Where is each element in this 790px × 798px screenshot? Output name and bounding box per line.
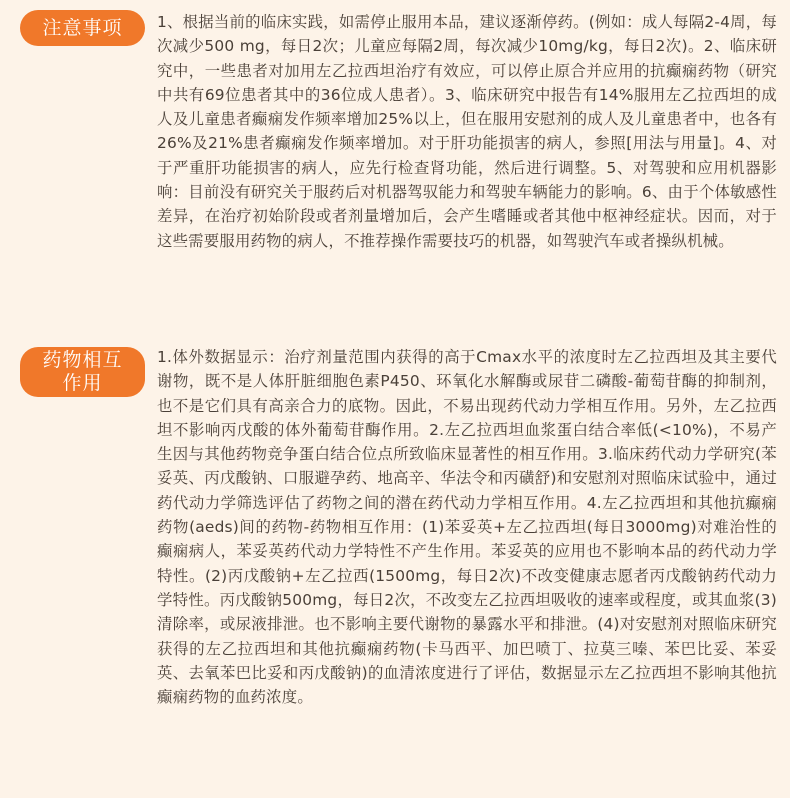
interactions-title-line2: 作用 bbox=[62, 372, 103, 394]
interactions-title-line1: 药物相互 bbox=[42, 349, 123, 371]
precautions-title: 注意事项 bbox=[42, 17, 123, 39]
interactions-tag bbox=[20, 347, 145, 397]
precautions-tag bbox=[20, 10, 145, 46]
precautions-text: 1、根据当前的临床实践，如需停止服用本品，建议逐渐停药。(例如：成人每隔2-4周，每次减少500 mg，每日2次；儿童应每隔2周，每次减少10mg/kg，每日2次)。2、临床研究中，一些患者对加用左乙拉西坦治疗有效应，可以停止原合并应用的抗癫痫药物（研究中共有69位患者其中的36位成人患者）。3、临床研究中报告有14%服用左乙拉西坦的成人及儿童患者癫痫发作频率增加25%以上，但在服用安慰剂的成人及儿童患者中，也各有26%及21%患者癫痫发作频率增加。对于肝功能损害的病人，参照[用法与用量]。4、对于严重肝功能损害的病人，应先行检查肾功能，然后进行调整。5、对驾驶和应用机器影响：目前没有研究关于服药后对机器驾驭能力和驾驶车辆能力的影响。6、由于个体敏感性差异，在治疗初始阶段或者剂量增加后，会产生嗜睡或者其他中枢神经症状。因而，对于这些需要服用药物的病人，不推荐操作需要技巧的机器，如驾驶汽车或者操纵机械。 bbox=[157, 13, 777, 250]
interactions-text: 1.体外数据显示：治疗剂量范围内获得的高于Cmax水平的浓度时左乙拉西坦及其主要代谢物，既不是人体肝脏细胞色素P450、环氧化水解酶或尿苷二磷酸-葡萄苷酶的抑制剂，也不是它们具有高亲合力的底物。因此，不易出现药代动力学相互作用。另外，左乙拉西坦不影响丙戊酸的体外葡萄苷酶作用。2.左乙拉西坦血浆蛋白结合率低(<10%)，不易产生因与其他药物竞争蛋白结合位点所致临床显著性的相互作用。3.临床药代动力学研究(苯妥英、丙戊酸钠、口服避孕药、地高辛、华法令和丙磺舒)和安慰剂对照临床试验中，通过药代动力学筛选评估了药物之间的潜在药代动力学相互作用。4.左乙拉西坦和其他抗癫痫药物(aeds)间的药物-药物相互作用：(1)苯妥英+左乙拉西坦(每日3000mg)对难治性的癫痫病人，苯妥英药代动力学特性不产生作用。苯妥英的应用也不影响本品的药代动力学特性。(2)丙戊酸钠+左乙拉西(1500mg，每日2次)不改变健康志愿者丙戊酸钠药代动力学特性。丙戊酸钠500mg，每日2次，不改变左乙拉西坦吸收的速率或程度，或其血浆(3)清除率，或尿液排泄。也不影响主要代谢物的暴露水平和排泄。(4)对安慰剂对照临床研究获得的左乙拉西坦和其他抗癫痫药物(卡马西平、加巴喷丁、拉莫三嗪、苯巴比妥、苯妥英、去氧苯巴比妥和丙戊酸钠)的血清浓度进行了评估，数据显示左乙拉西坦不影响其他抗癫痫药物的血药浓度。 bbox=[157, 348, 777, 707]
